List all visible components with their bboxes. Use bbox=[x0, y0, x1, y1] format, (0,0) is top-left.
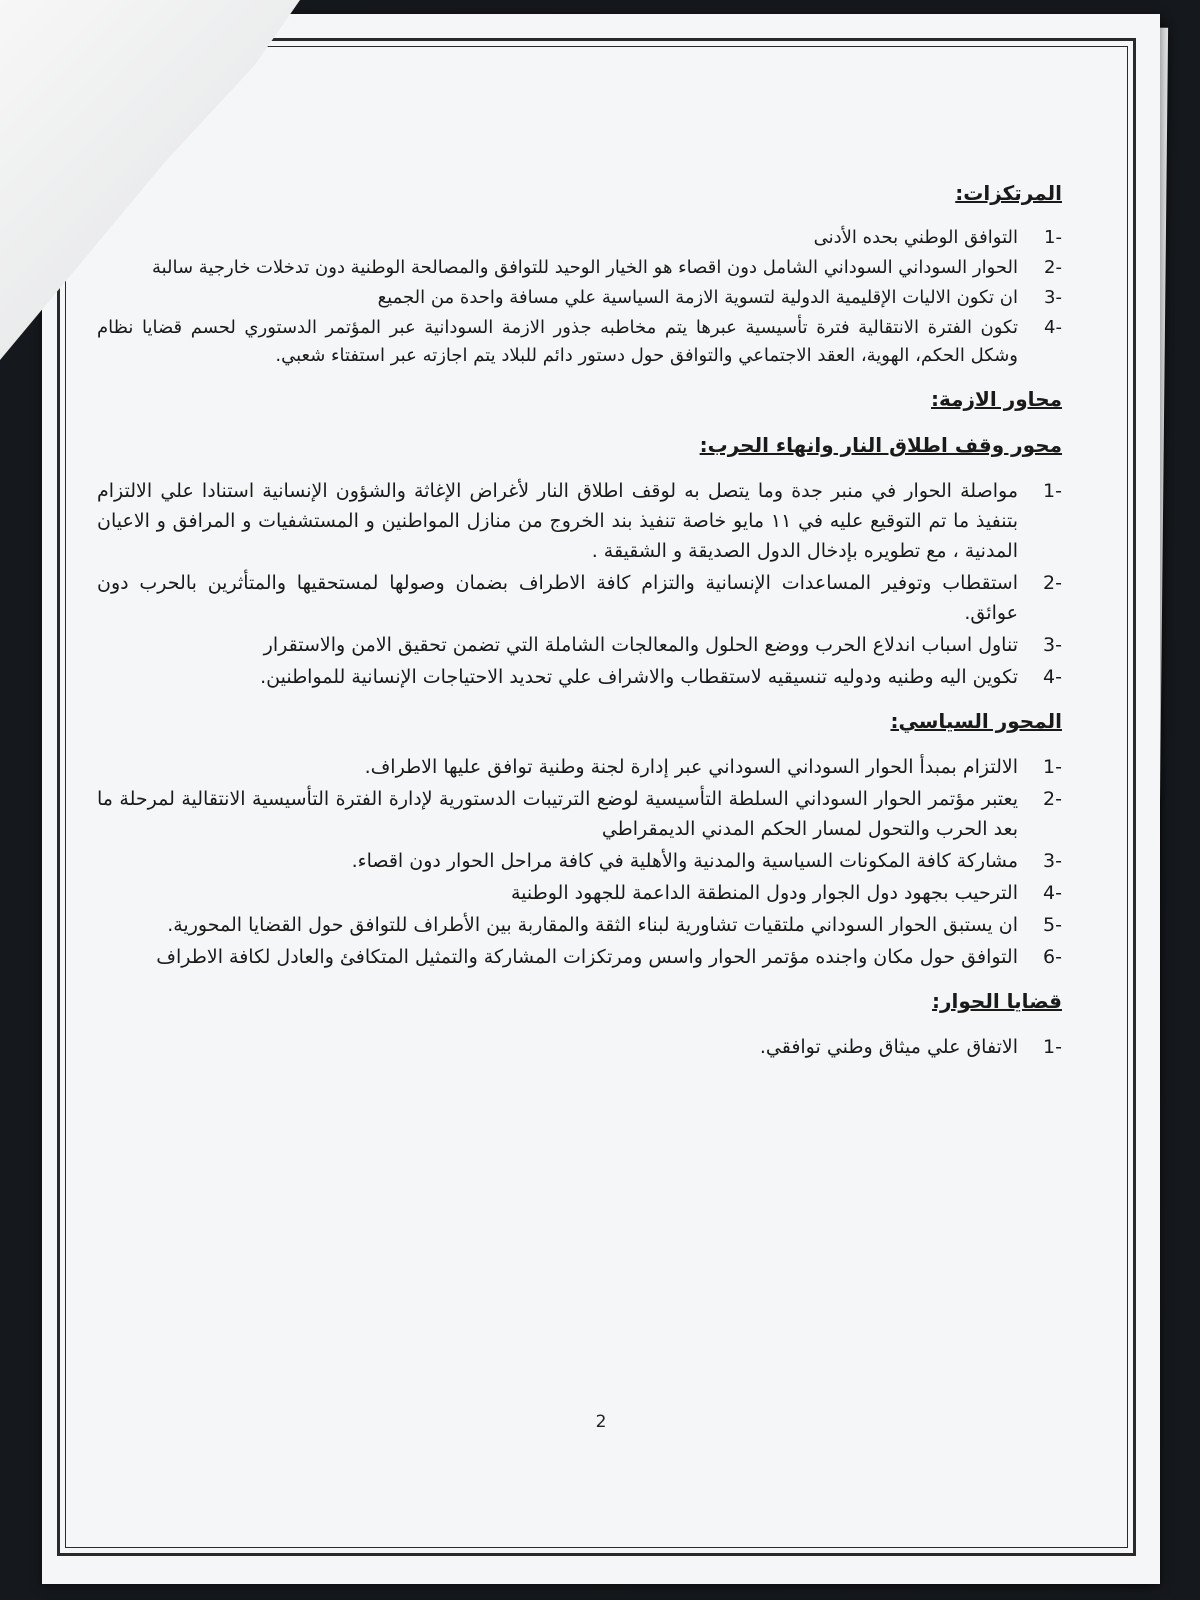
list-item bbox=[97, 284, 1062, 312]
section-heading: محاور الازمة: bbox=[931, 387, 1062, 411]
section-pillars bbox=[97, 178, 1062, 370]
list-item bbox=[97, 910, 1062, 940]
item-number: -1 bbox=[1043, 1036, 1062, 1058]
section-crisis-axes bbox=[97, 384, 1062, 414]
list-item bbox=[97, 314, 1062, 370]
item-number: -1 bbox=[1043, 480, 1062, 502]
dialogue-issues-list bbox=[97, 1032, 1062, 1062]
item-text: استقطاب وتوفير المساعدات الإنسانية والتزام كافة الاطراف بضمان وصولها لمستحقيها والمتأثرين بالحرب دون عوائق. bbox=[97, 572, 1018, 624]
list-item bbox=[97, 630, 1062, 660]
list-item bbox=[97, 878, 1062, 908]
item-text: يعتبر مؤتمر الحوار السوداني السلطة التأسيسية لوضع الترتيبات الدستورية لإدارة الفترة التأسيسية الانتقالية لمرحلة ما بعد الحرب والتحول لمسار الحكم المدني الديمقراطي bbox=[97, 788, 1018, 840]
item-text: الترحيب بجهود دول الجوار ودول المنطقة الداعمة للجهود الوطنية bbox=[510, 882, 1018, 904]
item-number: -3 bbox=[1043, 634, 1062, 656]
item-text: الحوار السوداني السوداني الشامل دون اقصاء هو الخيار الوحيد للتوافق والمصالحة الوطنية دون تدخلات خارجية سالبة bbox=[151, 257, 1018, 278]
item-text: مشاركة كافة المكونات السياسية والمدنية والأهلية في كافة مراحل الحوار دون اقصاء. bbox=[351, 850, 1018, 872]
item-number: -3 bbox=[1043, 850, 1062, 872]
ceasefire-list bbox=[97, 476, 1062, 692]
item-number: -4 bbox=[1043, 882, 1062, 904]
list-item bbox=[97, 784, 1062, 844]
list-item bbox=[97, 846, 1062, 876]
section-heading: المرتكزات: bbox=[955, 181, 1062, 205]
section-heading: قضايا الحوار: bbox=[932, 989, 1062, 1013]
document-page bbox=[42, 14, 1160, 1584]
item-text: تكون الفترة الانتقالية فترة تأسيسية عبرها يتم مخاطبه جذور الازمة السودانية عبر المؤتمر الدستوري لحسم قضايا نظام وشكل الحكم، الهوية، العقد الاجتماعي والتوافق حول دستور دائم للبلاد يتم اجازته عبر استفتاء شعبي. bbox=[97, 317, 1018, 366]
section-heading: محور وقف اطلاق النار وانهاء الحرب: bbox=[699, 433, 1062, 457]
item-number: -5 bbox=[1043, 914, 1062, 936]
section-political bbox=[97, 706, 1062, 972]
list-item bbox=[97, 662, 1062, 692]
item-number: -4 bbox=[1043, 666, 1062, 688]
item-number: -4 bbox=[1044, 317, 1062, 338]
item-number: -2 bbox=[1043, 788, 1062, 810]
section-heading: المحور السياسي: bbox=[890, 709, 1062, 733]
item-number: -3 bbox=[1044, 287, 1062, 308]
item-number: -1 bbox=[1044, 227, 1062, 248]
item-text: ان تكون الاليات الإقليمية الدولية لتسوية الازمة السياسية علي مسافة واحدة من الجميع bbox=[377, 287, 1018, 308]
political-list bbox=[97, 752, 1062, 972]
page-number: 2 bbox=[595, 1412, 607, 1432]
list-item bbox=[97, 752, 1062, 782]
list-item bbox=[97, 1032, 1062, 1062]
list-item bbox=[97, 476, 1062, 566]
item-text: تكوين اليه وطنيه ودوليه تنسيقيه لاستقطاب والاشراف علي تحديد الاحتياجات الإنسانية للمواطنين. bbox=[260, 666, 1018, 688]
list-item bbox=[97, 254, 1062, 282]
item-text: ان يستبق الحوار السوداني ملتقيات تشاورية لبناء الثقة والمقاربة بين الأطراف للتوافق حول القضايا المحورية. bbox=[167, 914, 1018, 936]
item-text: التوافق الوطني بحده الأدنى bbox=[813, 227, 1018, 248]
pillars-list bbox=[97, 224, 1062, 370]
item-text: مواصلة الحوار في منبر جدة وما يتصل به لوقف اطلاق النار لأغراض الإغاثة والشؤون الإنسانية استنادا علي الالتزام بتنفيذ ما تم التوقيع عليه في ١١ مايو خاصة تنفيذ بند الخروج من منازل المواطنين و المستشفيات و المرافق و الاعيان المدنية ، مع تطويره بإدخال الدول الصديقة و الشقيقة . bbox=[97, 480, 1018, 562]
item-text: الالتزام بمبدأ الحوار السوداني السوداني عبر إدارة لجنة وطنية توافق عليها الاطراف. bbox=[364, 756, 1018, 778]
list-item bbox=[97, 568, 1062, 628]
section-dialogue-issues bbox=[97, 986, 1062, 1062]
list-item bbox=[97, 224, 1062, 252]
item-number: -2 bbox=[1043, 572, 1062, 594]
item-text: تناول اسباب اندلاع الحرب ووضع الحلول والمعالجات الشاملة التي تضمن تحقيق الامن والاستقرار bbox=[263, 634, 1018, 656]
item-number: -1 bbox=[1043, 756, 1062, 778]
list-item bbox=[97, 942, 1062, 972]
section-ceasefire bbox=[97, 430, 1062, 692]
item-text: التوافق حول مكان واجنده مؤتمر الحوار واسس ومرتكزات المشاركة والتمثيل المتكافئ والعادل لكافة الاطراف bbox=[156, 946, 1018, 968]
item-number: -2 bbox=[1044, 257, 1062, 278]
item-number: -6 bbox=[1043, 946, 1062, 968]
page-content bbox=[97, 164, 1062, 1064]
item-text: الاتفاق علي ميثاق وطني توافقي. bbox=[759, 1036, 1018, 1058]
